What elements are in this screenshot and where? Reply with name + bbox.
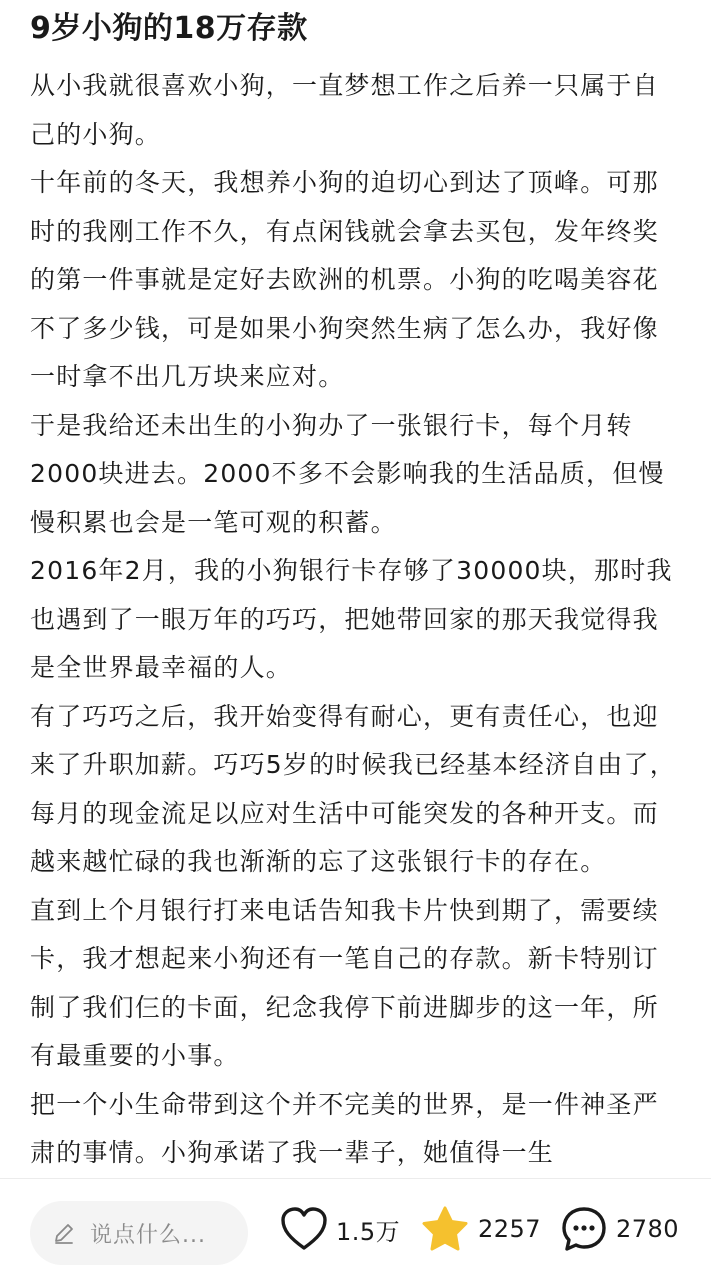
- comment-placeholder: 说点什么...: [90, 1222, 206, 1248]
- paragraph: 直到上个月银行打来电话告知我卡片快到期了，需要续卡，我才想起来小狗还有一笔自己的存款。新卡特别订制了我们仨的卡面，纪念我停下前进脚步的这一年，所有最重要的小事。: [30, 895, 659, 1070]
- like-count: 1.5万: [336, 1217, 401, 1246]
- comment-input[interactable]: [30, 1201, 248, 1265]
- comment-button[interactable]: [560, 1199, 679, 1259]
- favorite-button[interactable]: [420, 1199, 541, 1259]
- paragraph: 把一个小生命带到这个并不完美的世界，是一件神圣严肃的事情。小狗承诺了我一辈子，她值得一生: [30, 1089, 659, 1167]
- like-button[interactable]: [280, 1199, 400, 1259]
- paragraph: 有了巧巧之后，我开始变得有耐心，更有责任心，也迎来了升职加薪。巧巧5岁的时候我已经基本经济自由了，每月的现金流足以应对生活中可能突发的各种开支。而越来越忙碌的我也渐渐的忘了这张银行卡的存在。: [30, 701, 676, 876]
- paragraph: 2016年2月，我的小狗银行卡存够了30000块，那时我也遇到了一眼万年的巧巧，把她带回家的那天我觉得我是全世界最幸福的人。: [30, 556, 673, 682]
- paragraph: 于是我给还未出生的小狗办了一张银行卡，每个月转2000块进去。2000不多不会影响我的生活品质，但慢慢积累也会是一笔可观的积蓄。: [30, 410, 665, 537]
- favorite-count: 2257: [478, 1215, 542, 1243]
- speech-bubble-icon: [560, 1205, 608, 1253]
- article-title: 9岁小狗的18万存款: [30, 11, 308, 46]
- heart-icon: [280, 1206, 328, 1252]
- article-body: [30, 62, 683, 1178]
- star-icon: [420, 1205, 470, 1253]
- comment-count: 2780: [616, 1215, 680, 1243]
- paragraph: 从小我就很喜欢小狗，一直梦想工作之后养一只属于自己的小狗。: [30, 71, 659, 149]
- bottom-bar: [0, 1179, 711, 1280]
- paragraph: 十年前的冬天，我想养小狗的迫切心到达了顶峰。可那时的我刚工作不久，有点闲钱就会拿去买包，发年终奖的第一件事就是定好去欧洲的机票。小狗的吃喝美容花不了多少钱，可是如果小狗突然生病了怎么办，我好像一时拿不出几万块来应对。: [30, 168, 659, 391]
- pencil-icon: [52, 1221, 76, 1245]
